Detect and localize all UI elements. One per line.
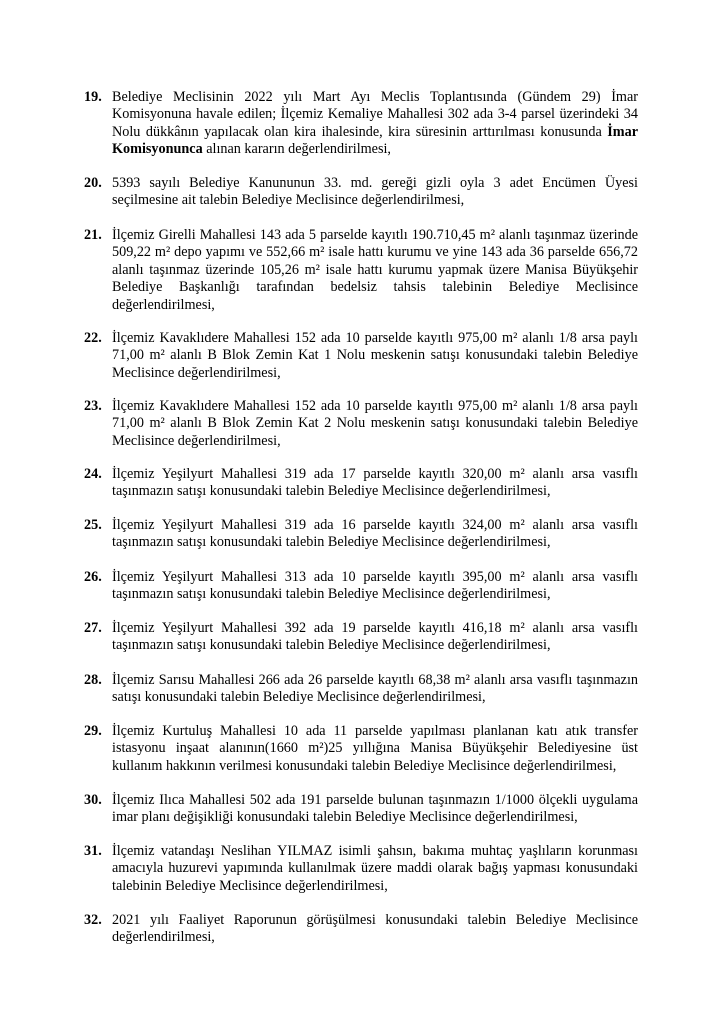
agenda-item-29 [84,723,638,775]
agenda-item-20 [84,175,638,210]
item-number: 24. [84,466,102,482]
item-number: 23. [84,398,102,414]
item-number: 21. [84,227,102,243]
item-text: İlçemiz Ilıca Mahallesi 502 ada 191 parselde bulunan taşınmazın 1/1000 ölçekli uygulama imar planı değişikliği konusundaki talebin Belediye Meclisince değerlendirilmesi, [112,792,638,826]
item-text: İlçemiz Sarısu Mahallesi 266 ada 26 parselde kayıtlı 68,38 m² alanlı arsa vasıflı taşınmazın satışı konusundaki talebin Belediye Meclisince değerlendirilmesi, [112,672,638,706]
agenda-item-25 [84,517,638,552]
item-number: 32. [84,912,102,928]
agenda-item-28 [84,672,638,707]
item-text-part: alınan kararın değerlendirilmesi, [202,141,391,158]
item-number: 28. [84,672,102,688]
item-text: İlçemiz Kavaklıdere Mahallesi 152 ada 10 parselde kayıtlı 975,00 m² alanlı 1/8 arsa paylı 71,00 m² alanlı B Blok Zemin Kat 2 Nolu meskenin satışı konusundaki talebin Belediye Meclisince değerlendirilmesi, [112,398,638,449]
item-text: İlçemiz Yeşilyurt Mahallesi 319 ada 16 parselde kayıtlı 324,00 m² alanlı arsa vasıflı taşınmazın satışı konusundaki talebin Belediye Meclisince değerlendirilmesi, [112,517,638,551]
item-text-part: Belediye Meclisinin 2022 yılı Mart Ayı Meclis Toplantısında (Gündem 29) İmar Komisyonuna havale edilen; İlçemiz Kemaliye Mahallesi 302 ada 3-4 parsel üzerindeki 34 Nolu dükkânın yapılacak olan kira ihalesinde, kira süresinin arttırılması konusunda [112,89,638,140]
agenda-item-19 [84,89,638,159]
item-number: 25. [84,517,102,533]
agenda-item-22 [84,330,638,382]
item-number: 19. [84,89,102,105]
agenda-item-23 [84,398,638,450]
agenda-item-30 [84,792,638,827]
agenda-item-24 [84,466,638,501]
item-number: 27. [84,620,102,636]
agenda-item-27 [84,620,638,655]
item-number: 30. [84,792,102,808]
item-text: İlçemiz Girelli Mahallesi 143 ada 5 parselde kayıtlı 190.710,45 m² alanlı taşınmaz üzerinde 509,22 m² depo yapımı ve 552,66 m² isale hattı kurumu ve yine 143 ada 36 parselde 656,72 alanlı taşınmaz üzerinde 105,26 m² isale hattı kurumu yapmak üzere Manisa Büyükşehir Belediye Başkanlığı tarafından bedelsiz tahsis talebinin Belediye Meclisince değerlendirilmesi, [112,227,638,313]
item-text: İlçemiz Yeşilyurt Mahallesi 319 ada 17 parselde kayıtlı 320,00 m² alanlı arsa vasıflı taşınmazın satışı konusundaki talebin Belediye Meclisince değerlendirilmesi, [112,466,638,500]
item-text: 2021 yılı Faaliyet Raporunun görüşülmesi konusundaki talebin Belediye Meclisince değerlendirilmesi, [112,912,638,946]
item-text: İlçemiz Yeşilyurt Mahallesi 313 ada 10 parselde kayıtlı 395,00 m² alanlı arsa vasıflı taşınmazın satışı konusundaki talebin Belediye Meclisince değerlendirilmesi, [112,569,638,603]
item-text: İlçemiz Kavaklıdere Mahallesi 152 ada 10 parselde kayıtlı 975,00 m² alanlı 1/8 arsa paylı 71,00 m² alanlı B Blok Zemin Kat 1 Nolu meskenin satışı konusundaki talebin Belediye Meclisince değerlendirilmesi, [112,330,638,381]
item-number: 31. [84,843,102,859]
item-text: İlçemiz Yeşilyurt Mahallesi 392 ada 19 parselde kayıtlı 416,18 m² alanlı arsa vasıflı taşınmazın satışı konusundaki talebin Belediye Meclisince değerlendirilmesi, [112,620,638,654]
item-text: İlçemiz Kurtuluş Mahallesi 10 ada 11 parselde yapılması planlanan katı atık transfer istasyonu inşaat alanının(1660 m²)25 yıllığına Manisa Büyükşehir Belediyesine üst kullanım hakkının verilmesi konusundaki talebin Belediye Meclisince değerlendirilmesi, [112,723,638,774]
item-number: 22. [84,330,102,346]
agenda-item-32 [84,912,638,947]
agenda-item-26 [84,569,638,604]
item-text: İlçemiz vatandaşı Neslihan YILMAZ isimli şahsın, bakıma muhtaç yaşlıların korunması amacıyla huzurevi yapımında kullanılmak üzere maddi olarak bağış yapması konusundaki talebinin Belediye Meclisince değerlendirilmesi, [112,843,638,894]
item-number: 20. [84,175,102,191]
item-text [112,89,638,159]
item-number: 26. [84,569,102,585]
item-number: 29. [84,723,102,739]
agenda-item-21 [84,227,638,314]
item-text-bold: İmar Komisyonunca [112,123,638,158]
item-text: 5393 sayılı Belediye Kanununun 33. md. gereği gizli oyla 3 adet Encümen Üyesi seçilmesine ait talebin Belediye Meclisince değerlendirilmesi, [112,175,638,209]
agenda-item-31 [84,843,638,895]
